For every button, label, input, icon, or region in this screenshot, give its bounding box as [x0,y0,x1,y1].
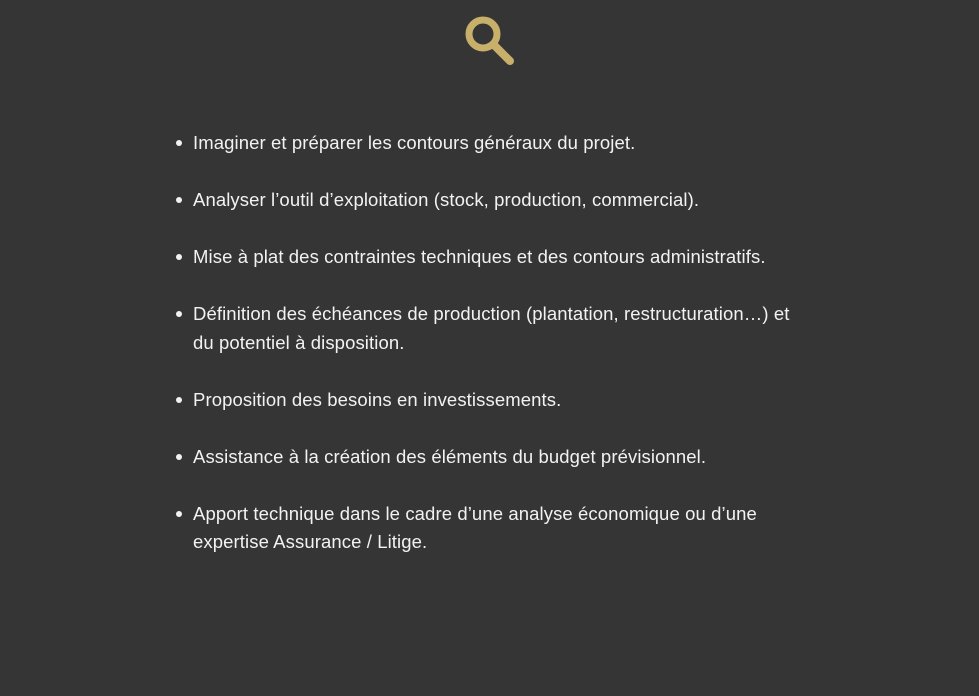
list-item-text: Apport technique dans le cadre d’une analyse économique ou d’une expertise Assurance / Litige. [193,502,757,552]
search-icon [463,14,515,66]
bullet-dot [176,454,182,460]
bullet-dot [176,511,182,517]
list-item [175,129,815,158]
list-item-text: Définition des échéances de production (plantation, restructuration…) et du potentiel à disposition. [193,303,790,353]
list-item [175,243,815,272]
bullet-dot [176,397,182,403]
list-item-text: Proposition des besoins en investissements. [193,388,562,410]
list-item [175,443,815,472]
feature-list [175,129,815,585]
list-item [175,186,815,215]
bullet-dot [176,140,182,146]
list-item-text: Imaginer et préparer les contours généraux du projet. [193,132,636,153]
list-item-text: Assistance à la création des éléments du budget prévisionnel. [193,445,707,467]
bullet-dot [176,254,182,260]
list-item [175,386,815,415]
list-item-text: Analyser l’outil d’exploitation (stock, production, commercial). [193,189,700,210]
list-item [175,300,815,357]
list-item-text: Mise à plat des contraintes techniques et des contours administratifs. [193,246,766,267]
bullet-dot [176,311,182,317]
bullet-dot [176,197,182,203]
list-item [175,500,815,557]
